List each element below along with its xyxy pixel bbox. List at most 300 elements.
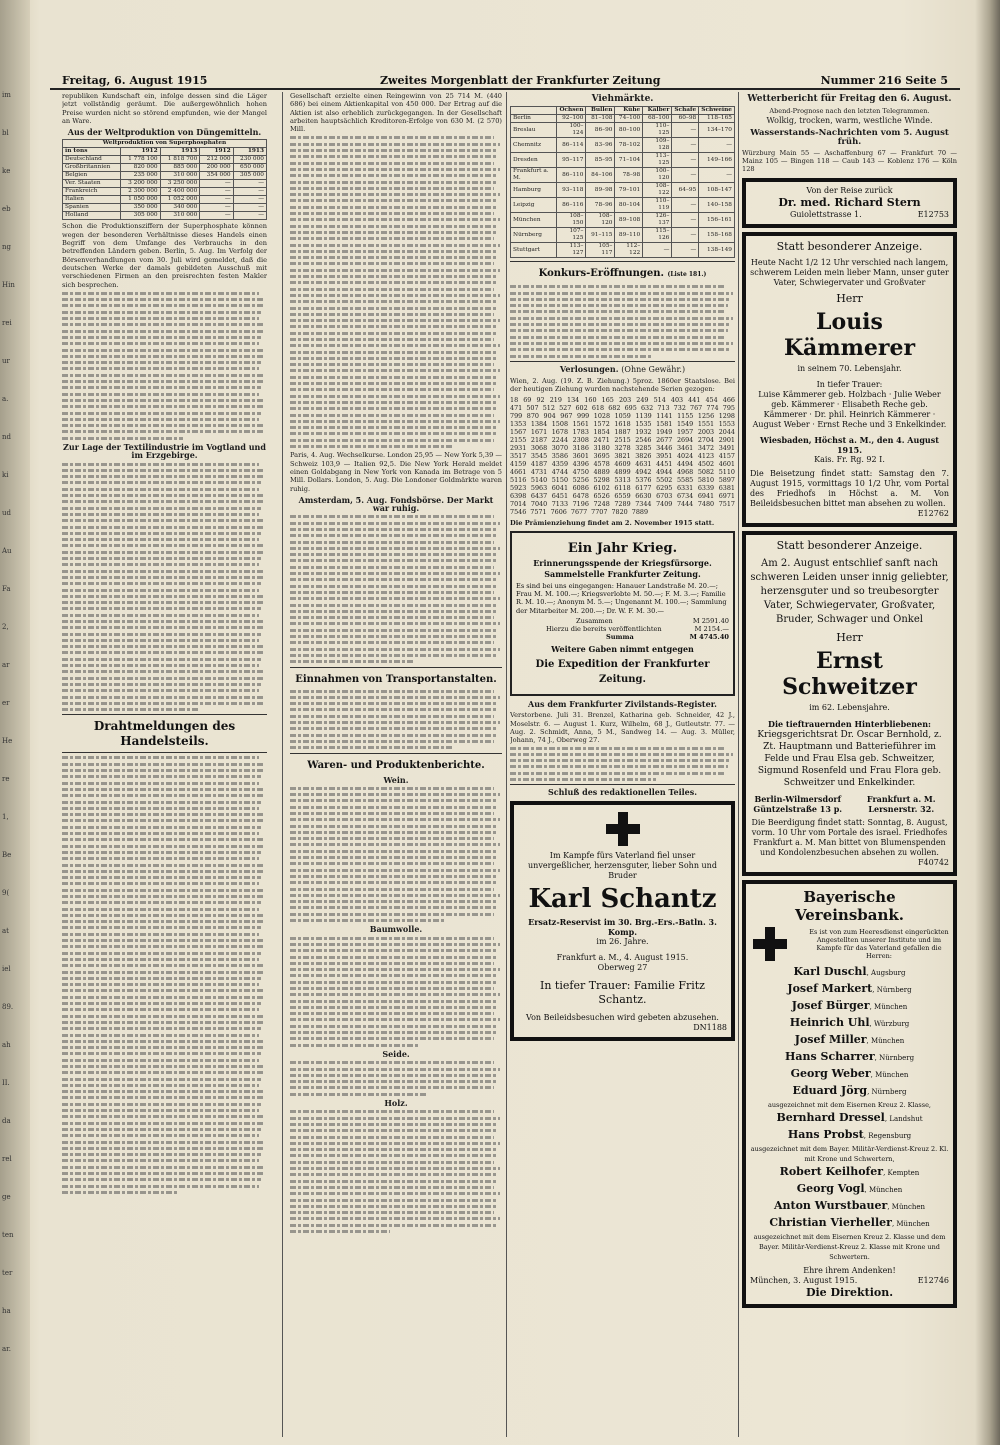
text-line	[290, 1129, 496, 1132]
text-line	[62, 838, 265, 841]
table-cell: 68–100	[643, 115, 672, 123]
text-line	[290, 843, 500, 846]
table-cell: 2 300 000	[120, 188, 160, 196]
text-line	[290, 825, 498, 828]
text-line	[510, 765, 728, 768]
person-name: Josef Bürger	[791, 998, 870, 1012]
further-donations: Weitere Gaben nimmt entgegen	[551, 643, 694, 654]
table-cell: —	[200, 204, 233, 212]
text-line	[290, 913, 494, 916]
gutter-fragment: rei	[2, 319, 12, 327]
article-text: Gesellschaft erzielte einen Reingewinn von 25 714 M. (440 686) bei einem Aktienkapital von 450 000. Der Ertrag auf die Aktien ist also erheblich zurückgegangen. In der Gesellschaft arbeiten hauptsächlich Kreditoren-Erfolge von 630 M. (2 570) Mill.	[290, 92, 502, 134]
table-cell: 140–158	[699, 198, 735, 213]
table-cell: 84–106	[586, 168, 615, 183]
text-line	[62, 557, 261, 560]
column-notices	[510, 92, 735, 1440]
article-text-filler	[62, 463, 267, 712]
text-line	[290, 734, 496, 737]
person-name: Josef Miller	[794, 1032, 867, 1046]
table-cell: 3 200 000	[120, 180, 160, 188]
text-line	[62, 996, 263, 999]
text-line	[62, 851, 261, 854]
table-cell: 1 052 000	[160, 196, 200, 204]
table-cell: 126–137	[643, 213, 672, 228]
text-line	[290, 181, 496, 184]
obituary-age: im 62. Lebensjahre.	[809, 702, 890, 712]
text-line	[290, 281, 496, 284]
text-line	[290, 622, 500, 625]
text-line	[62, 500, 263, 503]
text-line	[290, 426, 498, 429]
text-line	[290, 1205, 496, 1208]
table-cell: 109–128	[643, 138, 672, 153]
text-line	[62, 819, 263, 822]
table-header-cell: Bullen	[586, 107, 615, 115]
text-line	[62, 589, 259, 592]
text-line	[290, 351, 498, 354]
text-line	[62, 864, 265, 867]
text-line	[62, 595, 265, 598]
gutter-fragment: ten	[2, 1231, 14, 1239]
donation-total-row	[516, 633, 729, 641]
bankruptcy-headline	[510, 266, 735, 282]
lottery-title: Verlosungen.	[559, 363, 619, 374]
table-cell: 1 778 100	[120, 156, 160, 164]
text-line	[62, 926, 261, 929]
table-row	[511, 168, 735, 183]
text-line	[290, 660, 415, 663]
text-line	[62, 1096, 263, 1099]
table-cell: 1 050 000	[120, 196, 160, 204]
text-line	[62, 832, 259, 835]
text-line	[62, 298, 265, 301]
doctor-address: Guiolettstrasse 1.	[790, 209, 862, 219]
obituary-text: Heute Nacht 1/2 12 Uhr verschied nach langem, schwerem Leiden mein lieber Mann, unser guter Vater, Schwiegervater und Großvater	[750, 257, 949, 287]
text-line	[290, 900, 498, 903]
table-cell: 158–168	[699, 228, 735, 243]
gutter-fragment: iel	[2, 965, 11, 973]
text-line	[290, 376, 498, 379]
text-line	[62, 1191, 179, 1194]
text-line	[290, 288, 494, 291]
lottery-premium-note: Die Prämienziehung findet am 2. November 1915 statt.	[510, 518, 715, 527]
table-cell: —	[672, 198, 699, 213]
gutter-fragment: ar	[2, 661, 10, 669]
text-line	[62, 1178, 261, 1181]
table-cell: 92–100	[556, 115, 586, 123]
table-row	[511, 123, 735, 138]
end-of-editorial: Schluß des redaktionellen Teiles.	[547, 787, 698, 798]
cattle-market-headline: Viehmärkte.	[591, 94, 654, 104]
bank-memorial-notice	[742, 880, 957, 1308]
donation-label: Zusammen	[576, 616, 613, 625]
text-line	[290, 696, 500, 699]
text-line	[62, 1141, 265, 1144]
table-header-cell: Ochsen	[556, 107, 586, 115]
weather-subtitle: Abend-Prognose nach den letzten Telegrammen.	[769, 107, 930, 116]
table-cell: 105–117	[586, 243, 615, 258]
text-line	[290, 1148, 498, 1151]
text-line	[290, 799, 498, 802]
gutter-fragment: er	[2, 699, 10, 707]
text-line	[290, 1224, 498, 1227]
table-cell: 89–108	[615, 213, 643, 228]
table-cell: 100–120	[643, 168, 672, 183]
text-line	[290, 262, 494, 265]
text-line	[290, 559, 496, 562]
table-cell: —	[699, 168, 735, 183]
person-name: Hans Scharrer	[784, 1049, 875, 1063]
gutter-fragment: ge	[2, 1193, 11, 1201]
text-line	[62, 782, 259, 785]
person-place: , Kempten	[883, 1168, 920, 1177]
table-cell: 350 000	[120, 204, 160, 212]
text-line	[62, 601, 263, 604]
text-line	[290, 187, 494, 190]
text-line	[290, 338, 494, 341]
bank-name: Bayerische Vereinsbank.	[794, 887, 905, 924]
table-cell: 93–118	[556, 183, 586, 198]
text-line	[510, 355, 652, 358]
person-place: , Nürnberg	[874, 1053, 915, 1062]
table-cell: —	[672, 138, 699, 153]
table-cell: 83–96	[586, 138, 615, 153]
obituary-mourners: Kriegsgerichtsrat Dr. Oscar Bernhold, z. Zt. Hauptmann und Batterieführer im Felde und Frau Elsa geb. Schweitzer, Sigmund Rosenfeld und Frau Flora geb. Schweitzer und Enkelkinder.	[757, 729, 942, 788]
gutter-fragment: Fa	[2, 585, 11, 593]
text-line	[290, 193, 500, 196]
person-place: , Augsburg	[866, 968, 906, 977]
table-row	[63, 156, 267, 164]
text-line	[62, 311, 261, 314]
table-cell: Breslau	[511, 123, 557, 138]
table-cell: —	[233, 196, 266, 204]
person-name: Karl Duschl	[793, 964, 867, 978]
text-line	[62, 1071, 263, 1074]
text-line	[290, 149, 498, 152]
war-donation-list: Es sind bei uns eingegangen: Hanauer Landstraße M. 20.—; Frau M. M. 100.—; Kriegsverlobte M. 50.—; F. M. 3.—; Familie R. M. 10.—; Anonym M. 5.—; Ungenannt M. 100.—; Sammlung der Mitarbeiter M. 200.—; Dr. W. F. M. 30.—	[516, 581, 727, 615]
table-cell: 118–165	[699, 115, 735, 123]
bank-fallen-list	[750, 1164, 949, 1232]
iron-cross-icon	[753, 927, 787, 961]
text-line	[62, 756, 259, 759]
gutter-fragment: ud	[2, 509, 11, 517]
table-cell: —	[200, 188, 233, 196]
text-line	[62, 323, 265, 326]
text-line	[62, 945, 263, 948]
bankruptcy-list-number: (Liste 181.)	[667, 271, 707, 279]
article-text-filler	[290, 937, 502, 1047]
text-line	[62, 983, 259, 986]
article-text-filler	[290, 1110, 502, 1233]
gutter-fragment: 9(	[2, 889, 10, 897]
table-cell: 78–102	[615, 138, 643, 153]
text-line	[290, 993, 500, 996]
article-text-filler	[290, 515, 502, 663]
gutter-fragment: ah	[2, 1041, 11, 1049]
text-line	[290, 1074, 498, 1077]
text-line	[62, 763, 265, 766]
table-cell: —	[233, 180, 266, 188]
amsterdam-headline: Amsterdam, 5. Aug. Fondsbörse. Der Markt war ruhig.	[298, 494, 494, 514]
table-cell: —	[233, 212, 266, 220]
table-cell: Frankreich	[63, 188, 121, 196]
text-line	[290, 1123, 498, 1126]
bank-note: ausgezeichnet mit dem Bayer. Militär-Verdienst-Kreuz 2. Kl. mit Krone und Schwertern,	[750, 1144, 949, 1163]
article-text: Schon die Produktionsziffern der Superphosphate können wegen der besonderen Verhältnisse dieses Handels einen Begriff von dem Umfange des Verbrauchs in den betreffenden Ländern geben. Berlin, 5. Aug. Im Verfolg der Börsenverhandlungen vom 30. Juli wird gemeldet, daß die deutschen Werke der damals gebildeten Ausschuß mit verschiedenen Firmen an den preisrechten festen Makler sich besprechen.	[62, 222, 267, 289]
text-line	[290, 269, 500, 272]
text-line	[62, 1166, 265, 1169]
table-cell: 100–124	[556, 123, 586, 138]
text-line	[62, 889, 265, 892]
text-line	[290, 275, 498, 278]
text-line	[290, 1037, 494, 1040]
table-cell: —	[672, 213, 699, 228]
text-line	[62, 1090, 265, 1093]
text-line	[290, 319, 500, 322]
text-line	[510, 323, 731, 326]
previous-page-gutter	[0, 0, 30, 1445]
text-line	[62, 469, 265, 472]
table-cell: 2 400 000	[160, 188, 200, 196]
gutter-fragment: re	[2, 775, 10, 783]
donation-label: Hierzu die bereits veröffentlichten	[546, 625, 662, 634]
text-line	[510, 329, 728, 332]
text-line	[62, 1046, 263, 1049]
text-line	[290, 968, 500, 971]
text-line	[290, 357, 496, 360]
obituary-title: Herr	[836, 630, 863, 644]
table-cell: 650 000	[233, 164, 266, 172]
table-cell: 86–90	[586, 123, 615, 138]
text-line	[290, 856, 496, 859]
text-line	[62, 939, 265, 942]
bank-memorial-phrase: Ehre ihrem Andenken!	[803, 1265, 896, 1275]
text-line	[62, 689, 259, 692]
text-line	[62, 876, 261, 879]
ad-code: F40742	[918, 857, 949, 867]
table-cell: München	[511, 213, 557, 228]
person-place: , München	[869, 1002, 908, 1011]
text-line	[290, 987, 494, 990]
text-line	[62, 651, 263, 654]
text-line	[62, 481, 261, 484]
text-line	[290, 1006, 496, 1009]
gutter-fragment: at	[2, 927, 9, 935]
text-line	[62, 386, 261, 389]
table-row	[511, 198, 735, 213]
table-row	[63, 188, 267, 196]
fallen-name	[750, 1198, 949, 1215]
text-line	[62, 361, 261, 364]
table-cell: 235 000	[120, 172, 160, 180]
text-line	[62, 1103, 261, 1106]
text-line	[62, 374, 265, 377]
obituary-signature: In tiefer Trauer: Familie Fritz Schantz.	[540, 978, 705, 1006]
text-line	[290, 831, 496, 834]
text-line	[290, 806, 496, 809]
text-line	[290, 604, 498, 607]
text-line	[62, 367, 259, 370]
text-line	[290, 206, 496, 209]
text-line	[290, 218, 500, 221]
text-line	[290, 981, 496, 984]
text-line	[62, 507, 261, 510]
text-line	[62, 1109, 259, 1112]
text-line	[62, 430, 263, 433]
table-row	[63, 196, 267, 204]
text-line	[290, 515, 494, 518]
donation-amount: M 2154.—	[694, 625, 729, 634]
person-name: Anton Wurstbauer	[773, 1198, 888, 1212]
text-line	[62, 794, 263, 797]
table-caption: Weltproduktion von Superphosphaten	[63, 140, 267, 148]
subhead-wood: Holz.	[384, 1098, 408, 1109]
text-line	[62, 342, 259, 345]
table-cell: —	[200, 196, 233, 204]
obituary-unit: Ersatz-Reservist im 30. Brg.-Ers.-Batln. 3. Komp.	[528, 916, 717, 937]
text-line	[62, 933, 259, 936]
table-cell: Stuttgart	[511, 243, 557, 258]
text-line	[62, 870, 263, 873]
text-line	[290, 528, 498, 531]
text-line	[62, 633, 261, 636]
text-line	[510, 298, 731, 301]
obituary-address: Kais. Fr. Rg. 92 I.	[814, 454, 885, 464]
text-line	[290, 881, 496, 884]
table-cell: —	[643, 243, 672, 258]
text-line	[290, 956, 496, 959]
text-line	[62, 708, 199, 711]
table-row	[511, 115, 735, 123]
ad-code: E12753	[917, 209, 949, 219]
person-name: Bernhard Dressel	[776, 1110, 885, 1124]
text-line	[290, 1217, 500, 1220]
table-cell: 64–95	[672, 183, 699, 198]
text-line	[62, 845, 263, 848]
gutter-fragment: nd	[2, 433, 11, 441]
subhead-cotton: Baumwolle.	[369, 924, 423, 935]
text-line	[290, 1025, 498, 1028]
table-cell: —	[699, 138, 735, 153]
table-cell: 115–126	[643, 228, 672, 243]
fallen-name	[750, 981, 949, 998]
table-cell: —	[672, 168, 699, 183]
weather-forecast: Wolkig, trocken, warm, westliche Winde.	[766, 116, 933, 126]
gutter-fragment: ar.	[2, 1345, 11, 1353]
bank-signature: Die Direktion.	[805, 1285, 894, 1299]
text-line	[290, 199, 498, 202]
text-line	[290, 1093, 428, 1096]
lottery-intro: Wien, 2. Aug. (19. Z. B. Ziehung.) 5proz. 1860er Staatslose. Bei der heutigen Ziehung wurden nachstehende Serien gezogen:	[510, 377, 735, 394]
table-cell: 89–98	[586, 183, 615, 198]
person-place: , Nürnberg	[872, 985, 912, 994]
text-line	[290, 1061, 494, 1064]
text-line	[290, 1110, 494, 1113]
obituary-text: Am 2. August entschlief sanft nach schweren Leiden unser innig geliebter, herzensguter und so treubesorgter Vater, Schwiegervater, Großvater, Bruder, Schwager und Onkel	[750, 557, 949, 625]
obituary-address: Oberweg 27	[597, 962, 648, 972]
text-line	[62, 1015, 265, 1018]
obituary-mourners: Luise Kämmerer geb. Holzbach · Julie Weber geb. Kämmerer · Elisabeth Reche geb. Kämmerer · Dr. phil. Heinrich Kämmerer · August Weber · Ernst Reche und 3 Enkelkinder.	[752, 389, 947, 429]
gutter-fragment: Au	[2, 547, 12, 555]
text-line	[290, 1186, 494, 1189]
table-cell: 305 000	[120, 212, 160, 220]
table-cell: 78–96	[586, 198, 615, 213]
donation-amount: M 4745.40	[689, 633, 729, 642]
table-cell: 212 000	[200, 156, 233, 164]
text-line	[290, 307, 496, 310]
text-line	[290, 1068, 500, 1071]
table-cell: Frankfurt a. M.	[511, 168, 557, 183]
text-line	[290, 635, 496, 638]
text-line	[290, 136, 494, 139]
fallen-name	[750, 1015, 949, 1032]
obituary-place: Wiesbaden, Höchst a. M., den 4. August 1915.	[760, 434, 939, 455]
table-cell: 107–125	[556, 228, 586, 243]
obituary-head: Statt besonderer Anzeige.	[776, 538, 923, 552]
table-row	[63, 164, 267, 172]
text-line	[290, 746, 453, 749]
text-line	[62, 1084, 259, 1087]
gutter-fragment: 1,	[2, 813, 9, 821]
table-row	[63, 212, 267, 220]
text-line	[62, 551, 263, 554]
table-cell: 108–120	[586, 213, 615, 228]
table-header-cell: in tons	[63, 148, 121, 156]
article-text-filler	[290, 1061, 502, 1095]
person-place: , Nürnberg	[867, 1087, 907, 1096]
text-line	[62, 1122, 263, 1125]
lottery-note: (Ohne Gewähr.)	[621, 364, 686, 374]
text-line	[290, 690, 494, 693]
table-header-cell	[511, 107, 557, 115]
gutter-fragment: a.	[2, 395, 9, 403]
text-line	[290, 162, 494, 165]
text-line	[62, 1115, 265, 1118]
table-row	[511, 213, 735, 228]
war-donation-box	[510, 531, 735, 696]
fallen-name	[750, 1083, 949, 1100]
text-line	[290, 585, 496, 588]
text-line	[62, 1002, 261, 1005]
person-name: Georg Weber	[790, 1066, 871, 1080]
text-line	[510, 772, 726, 775]
bank-date: München, 3. August 1915.	[750, 1275, 858, 1285]
text-line	[290, 888, 494, 891]
text-line	[290, 566, 494, 569]
person-name: Josef Markert	[787, 981, 873, 995]
article-headline-textile: Zur Lage der Textilindustrie im Vogtland und im Erzgebirge.	[63, 441, 266, 461]
text-line	[62, 658, 261, 661]
text-line	[62, 677, 263, 680]
gutter-fragment: Be	[2, 851, 12, 859]
table-cell: 85–95	[586, 153, 615, 168]
text-line	[62, 418, 259, 421]
text-line	[62, 1185, 259, 1188]
text-line	[62, 526, 263, 529]
table-cell: 112–122	[615, 243, 643, 258]
text-line	[290, 1199, 498, 1202]
obituary-note: Von Beileidsbesuchen wird gebeten abzusehen.	[526, 1012, 719, 1022]
text-line	[510, 759, 731, 762]
table-cell: Großbritannien	[63, 164, 121, 172]
text-line	[62, 971, 263, 974]
text-line	[62, 475, 263, 478]
section-headline-transport: Einnahmen von Transportanstalten.	[295, 673, 497, 685]
text-line	[62, 882, 259, 885]
text-line	[62, 1021, 263, 1024]
text-line	[62, 977, 261, 980]
text-line	[290, 401, 498, 404]
